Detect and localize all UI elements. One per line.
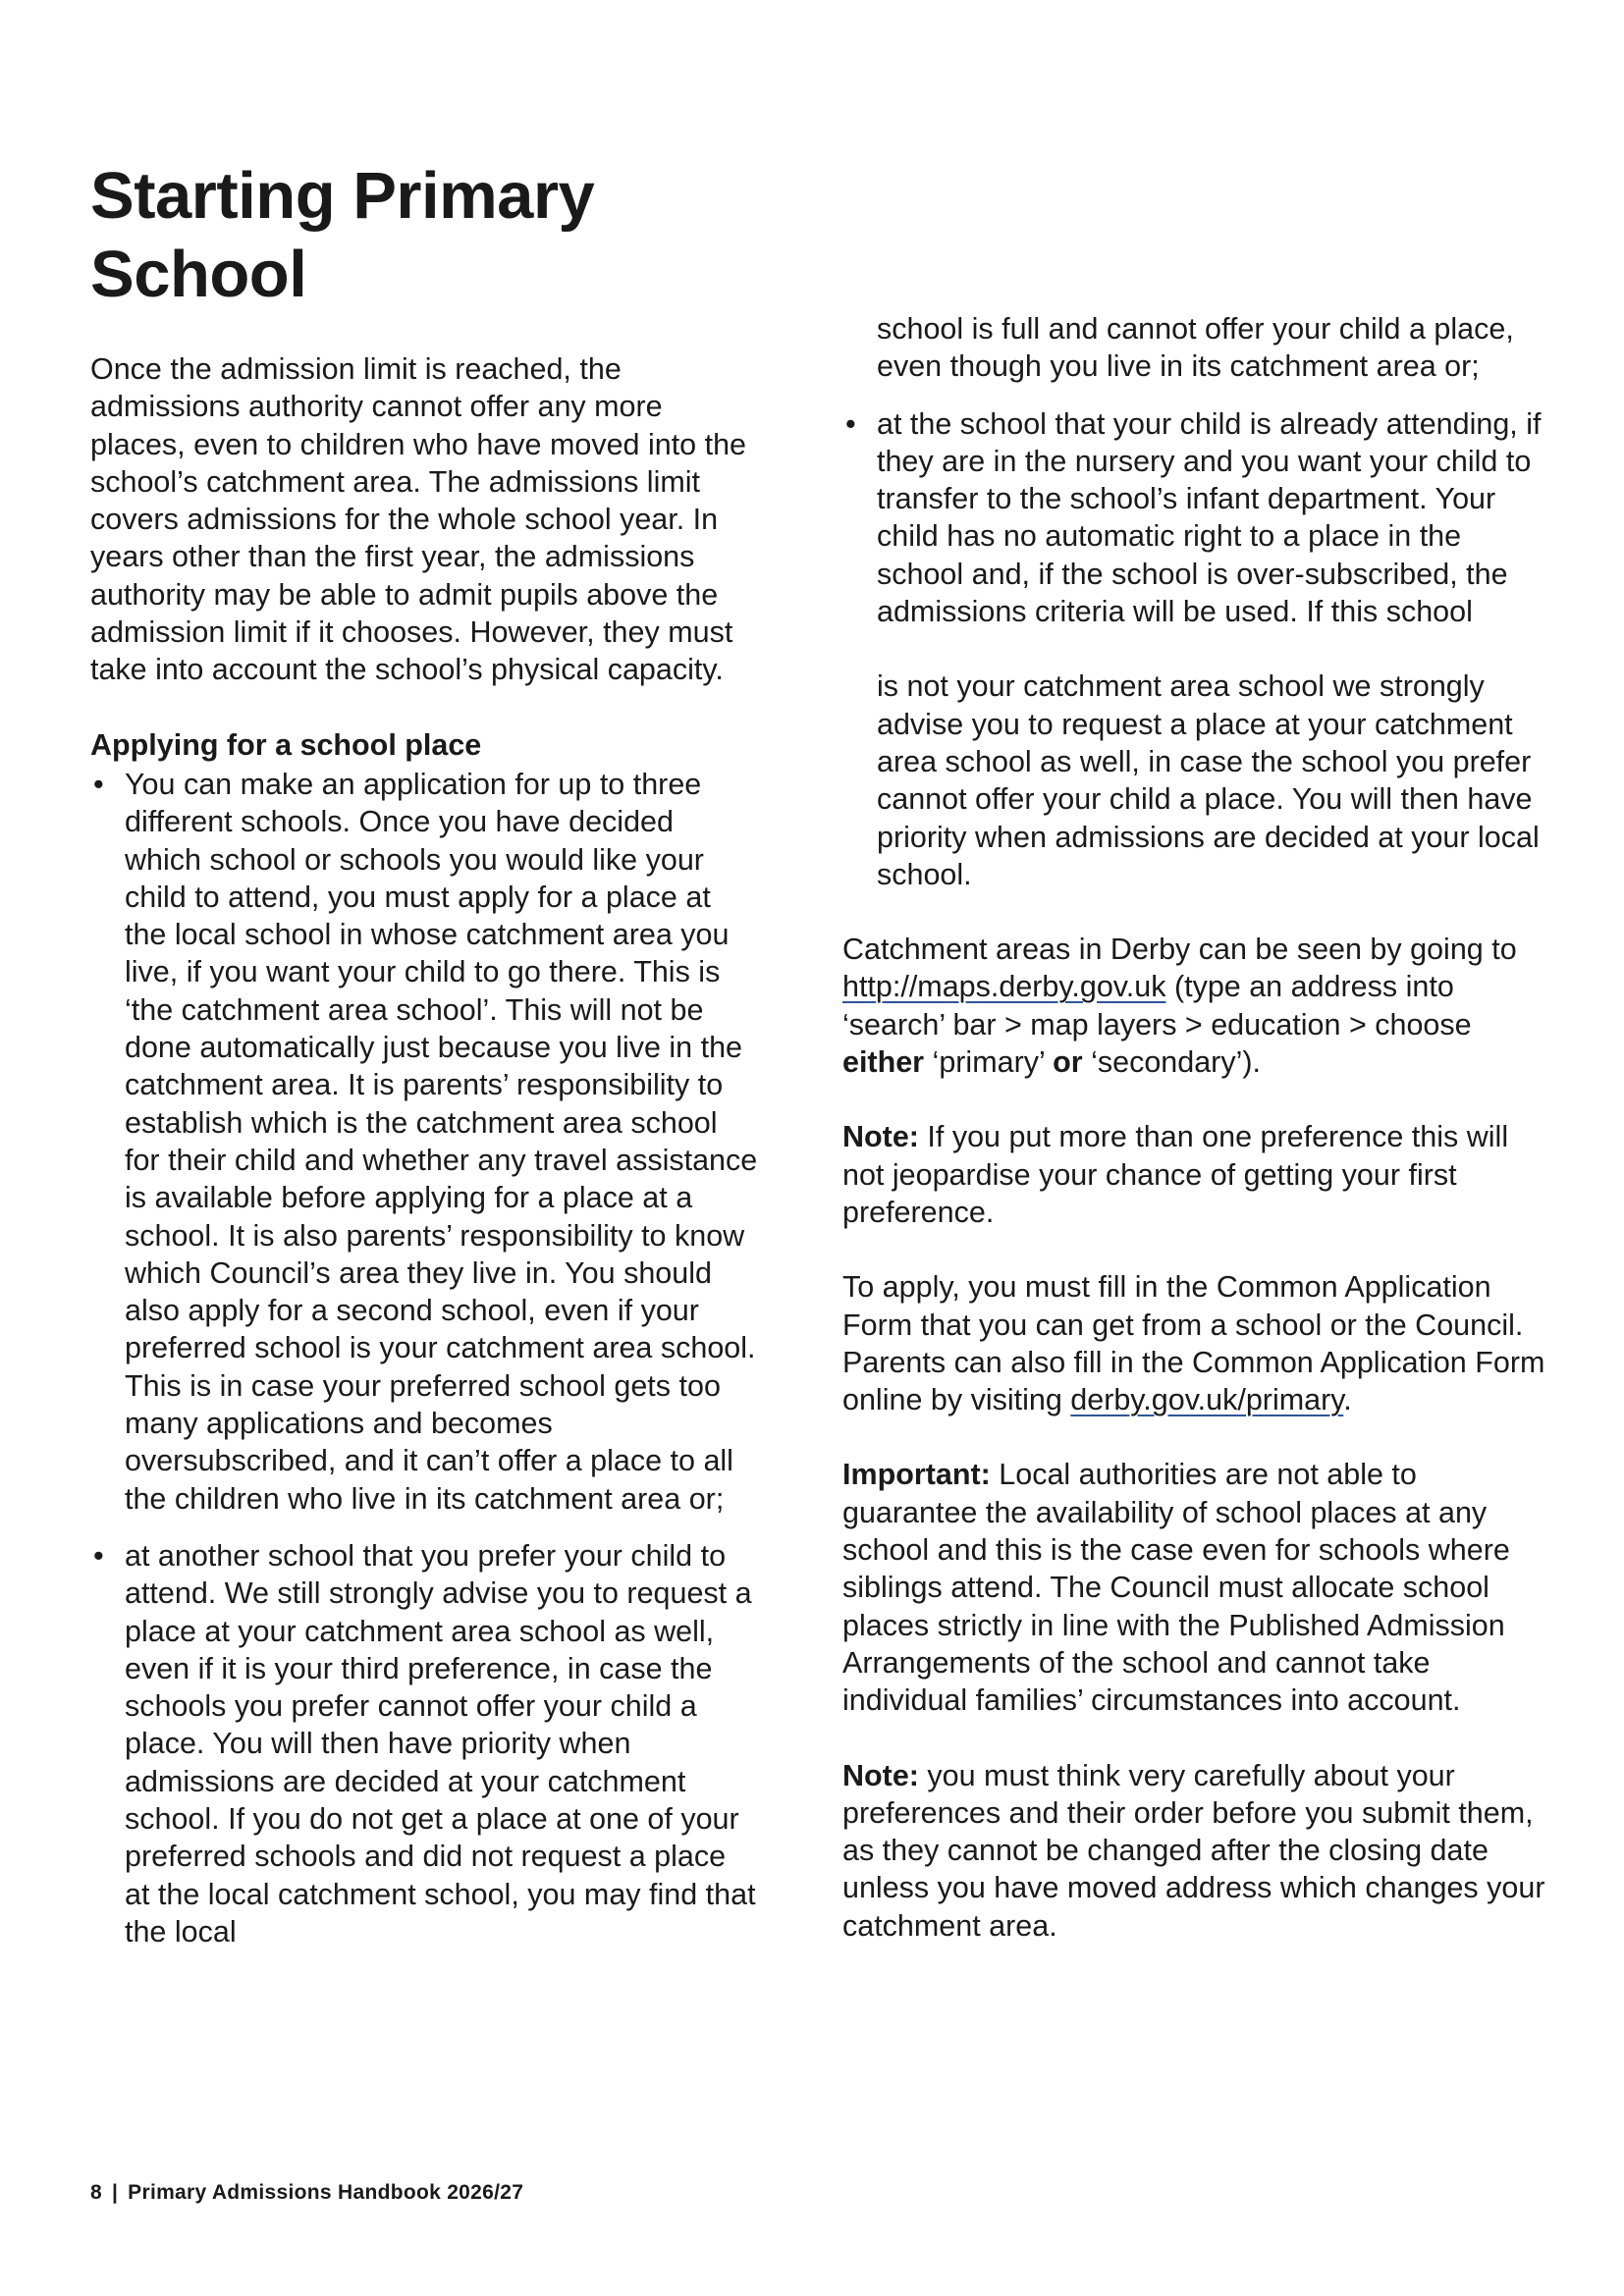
page-footer xyxy=(90,2181,523,2205)
bullet-item: • at another school that you prefer your child to attend. We still strongly advise you to request a place at your catchment area school as well, even if it is your third preference, in case the schools you prefer cannot offer your child a place. You will then have priority when admissions are decided at your catchment school. If you do not get a place at one of your preferred schools and did not request a place at the local catchment school, you may find that the local xyxy=(90,1537,758,1950)
apply-paragraph: To apply, you must fill in the Common Application Form that you can get from a school or the Council. Parents can also fill in the Common Application Form online by visiting derby.gov.uk/primary. xyxy=(842,1270,1545,1417)
section-heading: Applying for a school place xyxy=(90,727,482,762)
footer-separator: | xyxy=(111,2181,119,2204)
bullet-item: • You can make an application for up to three different schools. Once you have decided which school or schools you would like your child to attend, you must apply for a place at the local school in whose catchment area you live, if you want your child to go there. This is ‘the catchment area school’. This will not be done automatically just because you live in the catchment area. It is parents’ responsibility to establish which is the catchment area school for their child and whether any travel assistance is available before applying for a place at a school. It is also parents’ responsibility to know which Council’s area they live in. You should also apply for a second school, even if your preferred school is your catchment area school. This is in case your preferred school gets too many applications and becomes oversubscribed, and it can’t offer a place to all the children who live in its catchment area or; xyxy=(90,766,758,1518)
catchment-paragraph: Catchment areas in Derby can be seen by going to http://maps.derby.gov.uk (type an address into ‘search’ bar > map layers > education > choose either ‘primary’ or ‘secondary’). xyxy=(842,933,1517,1080)
bullet-continuation: is not your catchment area school we strongly advise you to request a place at your catchment area school as well, in case the school you prefer cannot offer your child a place. You will then have priority when admissions are decided at your local school. xyxy=(877,669,1540,891)
important-paragraph: Important: Local authorities are not able to guarantee the availability of school places at any school and this is the case even for schools where siblings attend. The Council must allocate school places strictly in line with the Published Admission Arrangements of the school and cannot take individual families’ circumstances into account. xyxy=(842,1458,1510,1718)
bullet-list xyxy=(90,766,758,1950)
page-title: Starting Primary School xyxy=(90,159,595,311)
bullet-item: • at the school that your child is already attending, if they are in the nursery and you want your child to transfer to the school’s infant department. Your child has no automatic right to a place in the school and, if the school is over-subscribed, the admissions criteria will be used. If this school xyxy=(842,405,1549,631)
bullet-list xyxy=(842,405,1549,631)
left-column xyxy=(90,350,758,1950)
bullet-continuation: school is full and cannot offer your child a place, even though you live in its catchment area or; xyxy=(877,312,1514,384)
maps-link[interactable]: http://maps.derby.gov.uk xyxy=(842,970,1166,1004)
right-column xyxy=(842,310,1549,1945)
primary-link[interactable]: derby.gov.uk/primary xyxy=(1070,1383,1344,1417)
intro-paragraph: Once the admission limit is reached, the admissions authority cannot offer any more places, even to children who have moved into the school’s catchment area. The admissions limit covers admissions for the whole school year. In years other than the first year, the admissions authority may be able to admit pupils above the admission limit if it chooses. However, they must take into account the school’s physical capacity. xyxy=(90,352,747,687)
note-paragraph: Note: you must think very carefully about your preferences and their order before you submit them, as they cannot be changed after the closing date unless you have moved address which changes your catchment area. xyxy=(842,1758,1545,1943)
note-label: Note: xyxy=(842,1120,919,1154)
note-label: Note: xyxy=(842,1758,919,1792)
note-paragraph: Note: If you put more than one preference this will not jeopardise your chance of getting your first preference. xyxy=(842,1120,1509,1229)
important-label: Important: xyxy=(842,1458,991,1492)
footer-title: Primary Admissions Handbook 2026/27 xyxy=(128,2181,524,2204)
page-number: 8 xyxy=(90,2181,102,2204)
